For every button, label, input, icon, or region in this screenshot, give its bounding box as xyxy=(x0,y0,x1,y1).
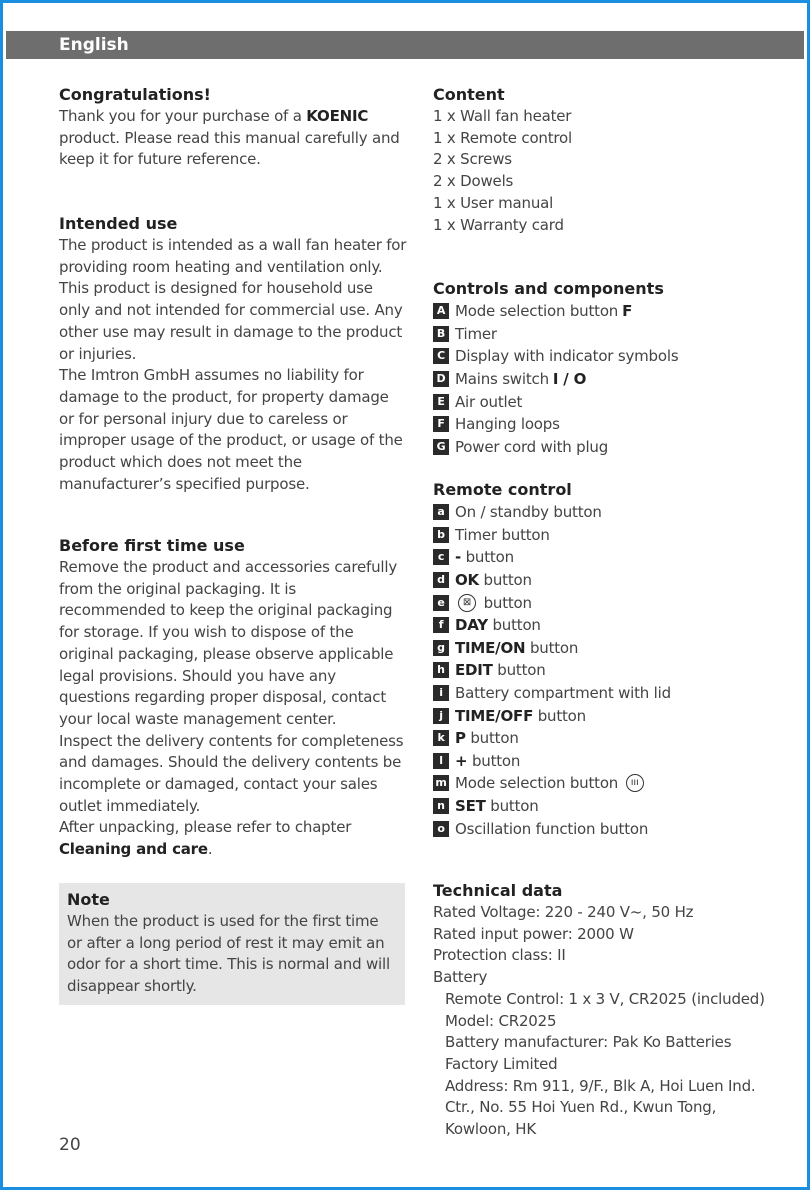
control-item-c xyxy=(433,345,783,368)
fan-mode-icon: ııı xyxy=(626,774,644,792)
remote-item xyxy=(433,614,783,637)
remote-item xyxy=(433,682,783,705)
content-item: 2 x Dowels xyxy=(433,172,514,191)
refer-text: After unpacking, please refer to chapter xyxy=(59,818,352,837)
remote-text: button xyxy=(485,797,539,816)
protection-class: Protection class: II xyxy=(433,946,566,965)
remote-bold: TIME/ON xyxy=(455,638,526,657)
controls-title: Controls and components xyxy=(433,279,664,298)
remote-bold: - xyxy=(455,548,462,567)
note-title: Note xyxy=(67,890,110,909)
control-item-e xyxy=(433,390,783,413)
intended-use-section xyxy=(59,213,407,495)
remote-text: Battery compartment with lid xyxy=(455,684,671,703)
key-badge: E xyxy=(433,394,449,410)
key-badge: d xyxy=(433,572,449,588)
remote-item xyxy=(433,546,783,569)
remote-text: Oscillation function button xyxy=(455,819,649,838)
control-text: Hanging loops xyxy=(455,415,560,434)
key-badge: n xyxy=(433,798,449,814)
key-badge: c xyxy=(433,549,449,565)
remote-title: Remote control xyxy=(433,480,572,499)
remote-bold: P xyxy=(455,729,466,748)
congratulations-title: Congratulations! xyxy=(59,85,211,104)
key-badge: G xyxy=(433,439,449,455)
rated-power: Rated input power: 2000 W xyxy=(433,924,634,943)
before-first-use-section xyxy=(59,535,407,861)
note-text: When the product is used for the first time or after a long period of rest it may emit an odor for a short time. This is normal and will disappear shortly. xyxy=(67,912,390,996)
content-title: Content xyxy=(433,85,505,104)
control-item-d xyxy=(433,368,783,391)
battery-address: Address: Rm 911, 9/F., Blk A, Hoi Luen Ind. Ctr., No. 55 Hoi Yuen Rd., Kwun Tong, Kowloon, HK xyxy=(445,1076,756,1139)
remote-text: button xyxy=(461,548,514,567)
remote-text: button xyxy=(479,593,532,612)
key-badge: e xyxy=(433,595,449,611)
content-item: 1 x User manual xyxy=(433,193,554,212)
remote-item xyxy=(433,704,783,727)
key-badge: k xyxy=(433,730,449,746)
remote-text: button xyxy=(525,638,579,657)
control-text: Air outlet xyxy=(455,392,523,411)
key-badge: B xyxy=(433,326,449,342)
control-text: Display with indicator symbols xyxy=(455,347,679,366)
key-badge: g xyxy=(433,640,449,656)
battery-remote: Remote Control: 1 x 3 V, CR2025 (included) xyxy=(445,989,765,1008)
control-item-a xyxy=(433,300,783,323)
remote-text: button xyxy=(478,571,532,590)
key-badge: l xyxy=(433,753,449,769)
remote-bold: DAY xyxy=(455,616,488,635)
content-item: 1 x Remote control xyxy=(433,128,572,147)
control-item-f xyxy=(433,413,783,436)
remote-item xyxy=(433,795,783,818)
remote-item xyxy=(433,772,783,795)
content-item: 1 x Wall fan heater xyxy=(433,107,572,125)
remote-item xyxy=(433,591,783,614)
remote-bold: EDIT xyxy=(455,661,493,680)
control-text: Mains switch xyxy=(455,370,549,389)
key-badge: i xyxy=(433,685,449,701)
refer-text-end: . xyxy=(207,840,213,859)
language-label: English xyxy=(59,35,129,55)
content-section xyxy=(433,84,783,236)
control-text: Power cord with plug xyxy=(455,437,609,456)
key-badge: f xyxy=(433,617,449,633)
remote-item xyxy=(433,817,783,840)
language-header-bar xyxy=(6,31,804,59)
congrats-text-after: product. Please read this manual carefully and keep it for future reference. xyxy=(59,128,400,169)
key-badge: D xyxy=(433,371,449,387)
intended-use-paragraph-2: The Imtron GmbH assumes no liability for damage to the product, for property damage or for personal injury due to careless or improper usage of the product, or usage of the product which does not meet the manufacturer’s specified purpose. xyxy=(59,366,403,493)
remote-bold: TIME/OFF xyxy=(455,706,534,725)
remote-text: Mode selection button xyxy=(455,774,623,793)
key-badge: h xyxy=(433,662,449,678)
controls-section xyxy=(433,278,783,458)
intended-use-paragraph-1: The product is intended as a wall fan heater for providing room heating and ventilation only. This product is designed for household use only and not intended for commercial use. Any other use may result in damage to the product or injuries. xyxy=(59,236,407,363)
congratulations-text xyxy=(59,106,407,171)
remote-text: button xyxy=(465,729,519,748)
before-first-use-title: Before first time use xyxy=(59,536,245,555)
remote-bold: OK xyxy=(455,571,479,590)
key-badge: a xyxy=(433,504,449,520)
remote-text: Timer button xyxy=(455,525,550,544)
battery-label: Battery xyxy=(433,968,488,987)
battery-manufacturer: Battery manufacturer: Pak Ko Batteries Factory Limited xyxy=(445,1033,732,1073)
eco-mode-icon: ⊠ xyxy=(458,594,476,612)
key-badge: C xyxy=(433,348,449,364)
key-badge: m xyxy=(433,775,449,791)
remote-item xyxy=(433,501,783,524)
before-first-use-paragraph-3 xyxy=(59,817,407,860)
intended-use-title: Intended use xyxy=(59,214,178,233)
remote-bold: + xyxy=(455,751,468,770)
key-badge: F xyxy=(433,416,449,432)
remote-bold: SET xyxy=(455,797,486,816)
technical-title: Technical data xyxy=(433,881,563,900)
remote-item xyxy=(433,727,783,750)
remote-section xyxy=(433,479,783,840)
control-text: Timer xyxy=(455,324,497,343)
remote-text: button xyxy=(467,751,521,770)
technical-section xyxy=(433,880,783,1141)
control-item-g xyxy=(433,436,783,459)
note-box xyxy=(59,883,405,1005)
content-item: 2 x Screws xyxy=(433,150,512,169)
before-first-use-paragraph-1: Remove the product and accessories carefully from the original packaging. It is recommended to keep the original packaging for storage. If you wish to dispose of the original packaging, please observe applicable legal provisions. Should you have any questions regarding proper disposal, contact your local waste management center. xyxy=(59,558,398,728)
key-badge: o xyxy=(433,821,449,837)
key-badge: b xyxy=(433,527,449,543)
remote-text: button xyxy=(487,616,541,635)
remote-item xyxy=(433,569,783,592)
content-item: 1 x Warranty card xyxy=(433,215,564,234)
battery-model: Model: CR2025 xyxy=(445,1011,557,1030)
key-badge: j xyxy=(433,708,449,724)
cleaning-care-reference: Cleaning and care xyxy=(59,840,208,859)
rated-voltage: Rated Voltage: 220 - 240 V~, 50 Hz xyxy=(433,903,694,921)
control-bold: F xyxy=(622,302,633,321)
control-bold: I / O xyxy=(552,370,587,389)
remote-text: button xyxy=(533,706,586,725)
remote-item xyxy=(433,750,783,773)
key-badge: A xyxy=(433,303,449,319)
remote-text: button xyxy=(492,661,546,680)
congrats-text-before: Thank you for your purchase of a xyxy=(59,107,307,125)
remote-text: On / standby button xyxy=(455,503,602,522)
remote-item xyxy=(433,659,783,682)
remote-item xyxy=(433,637,783,660)
before-first-use-paragraph-2: Inspect the delivery contents for completeness and damages. Should the delivery contents be incomplete or damaged, contact your sales outlet immediately. xyxy=(59,731,404,815)
congratulations-section xyxy=(59,84,407,171)
page-number: 20 xyxy=(59,1135,81,1155)
control-text: Mode selection button xyxy=(455,302,619,321)
brand-name: KOENIC xyxy=(306,107,369,125)
remote-item xyxy=(433,524,783,547)
control-item-b xyxy=(433,323,783,346)
